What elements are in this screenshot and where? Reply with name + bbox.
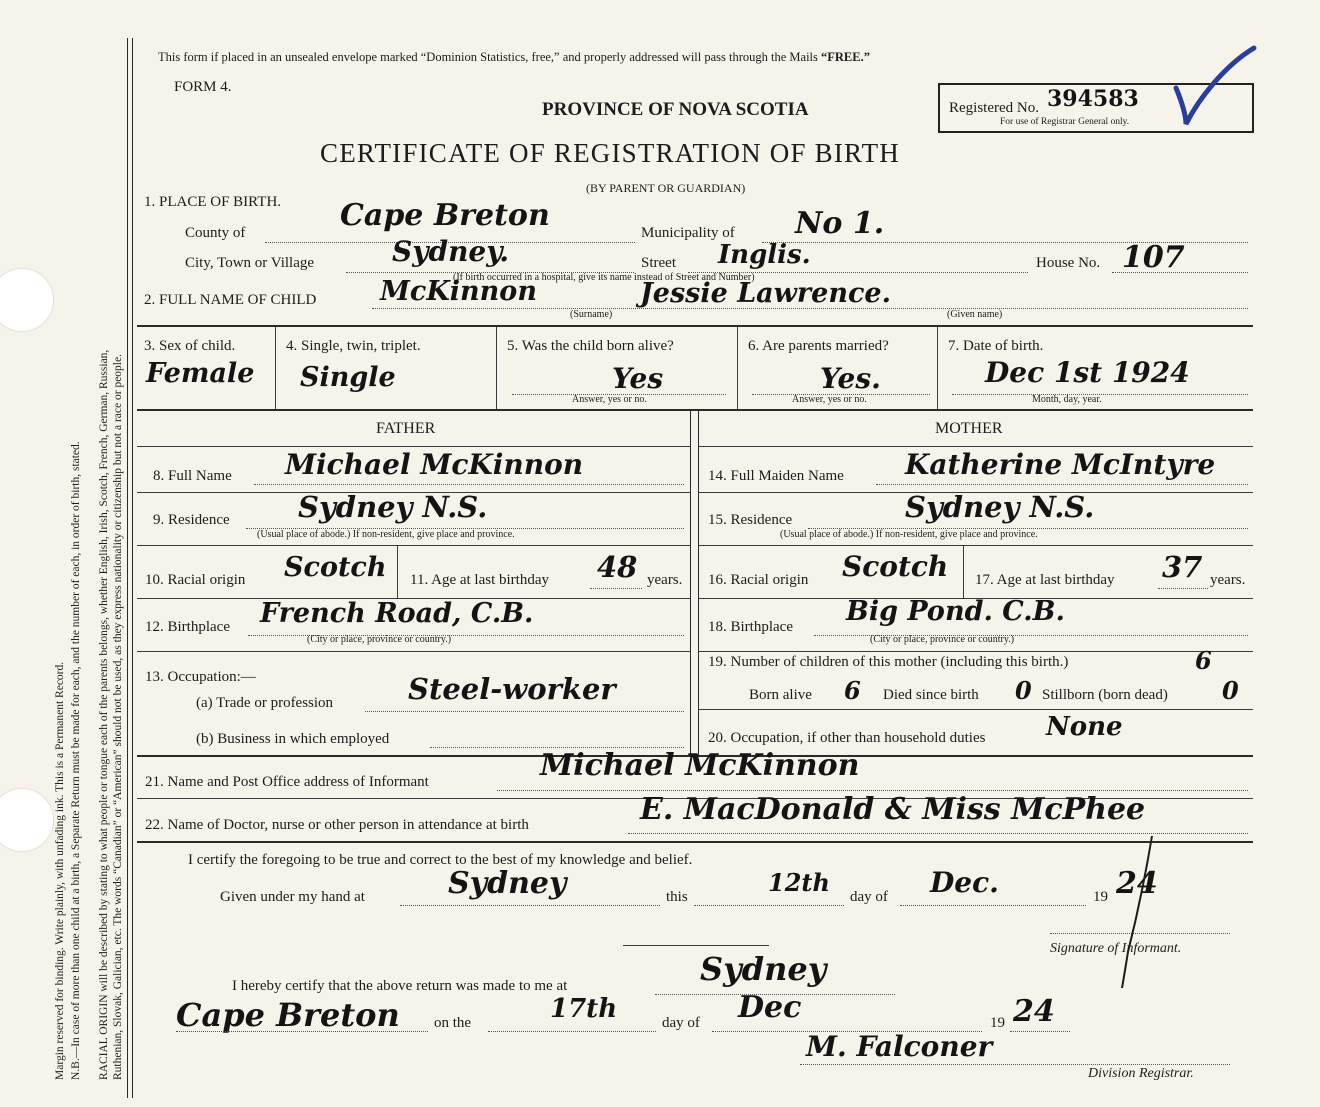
- surname-caption: (Surname): [570, 309, 613, 320]
- father-heading: FATHER: [376, 420, 436, 437]
- mother-name-field-line: [876, 484, 1248, 485]
- county-label: County of: [185, 225, 246, 241]
- father-trade-value: Steel-worker: [408, 672, 616, 706]
- registrar-signature-line: [800, 1064, 1230, 1065]
- day-of-label: day of: [850, 889, 888, 905]
- mother-stillborn-value: 0: [1222, 676, 1239, 705]
- house-value: 107: [1122, 240, 1185, 275]
- this-label: this: [666, 889, 688, 905]
- registrar-on-the-label: on the: [434, 1015, 472, 1031]
- father-occupation-label: 13. Occupation:—: [145, 669, 256, 685]
- informant-certify-text: I certify the foregoing to be true and correct to the best of my knowledge and belief.: [188, 852, 693, 868]
- doctor-value: E. MacDonald & Miss McPhee: [640, 792, 1146, 827]
- father-rule-2: [137, 545, 690, 546]
- year-prefix: 19: [1093, 889, 1108, 905]
- registrar-year-value: 24: [1013, 994, 1055, 1029]
- mother-children-value: 6: [1195, 646, 1212, 675]
- street-value: Inglis.: [718, 240, 811, 270]
- mother-age-value: 37: [1162, 550, 1203, 584]
- check-mark-icon: [1172, 44, 1258, 132]
- mother-age-label: 17. Age at last birthday: [975, 572, 1115, 588]
- mail-notice: [158, 50, 870, 65]
- mother-heading-rule: [698, 446, 1253, 447]
- mother-birthplace-value: Big Pond. C.B.: [846, 596, 1065, 627]
- mother-died-label: Died since birth: [883, 687, 979, 703]
- parents-married-label: 6. Are parents married?: [748, 338, 889, 354]
- punch-hole-bottom: [0, 788, 54, 852]
- parents-married-caption: Answer, yes or no.: [792, 394, 867, 405]
- registrar-year-field-line: [1010, 1031, 1070, 1032]
- rule-above-certify: [137, 841, 1253, 843]
- province-heading: PROVINCE OF NOVA SCOTIA: [542, 99, 809, 120]
- given-place-field-line: [400, 905, 660, 906]
- father-rule-4: [137, 651, 690, 652]
- mother-occupation-label: 20. Occupation, if other than household duties: [708, 730, 986, 746]
- registrar-signature-label: Division Registrar.: [1088, 1066, 1194, 1081]
- this-day-field-line: [694, 905, 844, 906]
- father-race-age-divider: [397, 546, 398, 598]
- mother-heading: MOTHER: [935, 420, 1003, 437]
- punch-hole-top: [0, 268, 54, 332]
- mother-name-value: Katherine McIntyre: [905, 448, 1216, 481]
- registrar-county-field-line: [176, 1031, 428, 1032]
- father-race-value: Scotch: [284, 552, 387, 583]
- municipality-value: No 1.: [795, 206, 885, 241]
- father-name-field-line: [254, 484, 684, 485]
- registered-number: 394583: [1047, 86, 1139, 112]
- municipality-label: Municipality of: [641, 225, 735, 241]
- father-residence-caption: (Usual place of abode.) If non-resident, give place and province.: [257, 529, 515, 540]
- mail-notice-text: This form if placed in an unsealed envelope marked “Dominion Statistics, free,” and properly addressed will pass through the Mails: [158, 50, 818, 64]
- mother-age-field-line: [1158, 588, 1208, 589]
- mail-notice-free: “FREE.”: [821, 50, 870, 64]
- informant-signature-stroke: [1118, 832, 1158, 992]
- informant-field-line: [497, 790, 1248, 791]
- mother-rule-5: [698, 709, 1253, 710]
- father-trade-field-line: [365, 711, 684, 712]
- registrar-day-field-line: [488, 1031, 656, 1032]
- father-name-value: Michael McKinnon: [285, 448, 584, 481]
- mother-residence-caption: (Usual place of abode.) If non-resident, give place and province.: [780, 529, 1038, 540]
- born-alive-caption: Answer, yes or no.: [572, 394, 647, 405]
- margin-note-binding: Margin reserved for binding. Write plainly, with unfading ink. This is a Permanent Record.: [54, 661, 66, 1080]
- father-trade-label: (a) Trade or profession: [196, 695, 334, 711]
- street-label: Street: [641, 255, 676, 271]
- registrar-place-value: Sydney: [700, 950, 827, 988]
- divider-4-5: [496, 327, 497, 409]
- father-name-label: 8. Full Name: [153, 468, 232, 484]
- county-value: Cape Breton: [340, 198, 550, 233]
- place-of-birth-label: 1. PLACE OF BIRTH.: [144, 194, 282, 210]
- father-residence-label: 9. Residence: [153, 512, 230, 528]
- mother-children-label: 19. Number of children of this mother (including this birth.): [708, 654, 1069, 670]
- informant-signature-label: Signature of Informant.: [1050, 941, 1182, 956]
- date-of-birth-label: 7. Date of birth.: [948, 338, 1044, 354]
- father-years-label: years.: [647, 572, 683, 588]
- parents-married-value: Yes.: [820, 362, 881, 395]
- mother-residence-value: Sydney N.S.: [905, 490, 1095, 524]
- mother-died-value: 0: [1015, 676, 1032, 705]
- month-value: Dec.: [930, 866, 999, 899]
- born-alive-value: Yes: [612, 362, 664, 395]
- house-label: House No.: [1036, 255, 1101, 271]
- divider-6-7: [937, 327, 938, 409]
- doctor-label: 22. Name of Doctor, nurse or other person in attendance at birth: [145, 817, 529, 833]
- month-field-line: [900, 905, 1086, 906]
- informant-value: Michael McKinnon: [540, 748, 860, 783]
- rule-below-name: [137, 325, 1253, 327]
- father-business-label: (b) Business in which employed: [196, 731, 390, 747]
- parents-divider-right: [698, 411, 699, 755]
- registrar-day-of-label: day of: [662, 1015, 700, 1031]
- father-birthplace-caption: (City or place, province or country.): [307, 634, 452, 645]
- hospital-note: (If birth occurred in a hospital, give its name instead of Street and Number): [453, 272, 755, 283]
- certificate-title: CERTIFICATE OF REGISTRATION OF BIRTH: [320, 138, 900, 168]
- mother-stillborn-label: Stillborn (born dead): [1042, 687, 1168, 703]
- date-of-birth-caption: Month, day, year.: [1032, 394, 1102, 405]
- father-age-field-line: [590, 588, 642, 589]
- father-birthplace-label: 12. Birthplace: [145, 619, 230, 635]
- rule-above-parents: [137, 409, 1253, 411]
- mother-residence-label: 15. Residence: [708, 512, 793, 528]
- registrar-note: For use of Registrar General only.: [1000, 117, 1130, 127]
- father-race-label: 10. Racial origin: [145, 572, 246, 588]
- given-name-caption: (Given name): [947, 309, 1003, 320]
- child-surname: McKinnon: [380, 276, 537, 307]
- father-birthplace-value: French Road, C.B.: [260, 598, 534, 629]
- given-under-hand-label: Given under my hand at: [220, 889, 365, 905]
- form-number: FORM 4.: [174, 79, 232, 95]
- registrar-county-value: Cape Breton: [176, 996, 400, 1034]
- sex-label: 3. Sex of child.: [144, 338, 236, 354]
- margin-note-racial-1: RACIAL ORIGIN will be described by stating to what people or tongue each of the parents belongs, whether English, Irish, Scotch, French, German, Russian,: [98, 349, 110, 1080]
- mother-name-label: 14. Full Maiden Name: [708, 468, 844, 484]
- child-name-label: 2. FULL NAME OF CHILD: [144, 292, 317, 308]
- child-given-name: Jessie Lawrence.: [640, 278, 891, 309]
- parents-divider-left: [690, 411, 691, 755]
- mother-race-value: Scotch: [842, 550, 949, 583]
- single-twin-label: 4. Single, twin, triplet.: [286, 338, 421, 354]
- this-day-value: 12th: [768, 868, 830, 897]
- mother-birthplace-label: 18. Birthplace: [708, 619, 793, 635]
- father-age-label: 11. Age at last birthday: [410, 572, 549, 588]
- single-twin-value: Single: [300, 362, 396, 393]
- mother-born-alive-label: Born alive: [749, 687, 812, 703]
- mother-birthplace-caption: (City or place, province or country.): [870, 634, 1015, 645]
- margin-rule-inner: [132, 38, 133, 1098]
- divider-5-6: [737, 327, 738, 409]
- certificate-subtitle: (BY PARENT OR GUARDIAN): [586, 181, 746, 195]
- mother-occupation-value: None: [1046, 712, 1123, 742]
- registrar-certify-text: I hereby certify that the above return was made to me at: [232, 978, 568, 994]
- margin-note-nb: N.B.—In case of more than one child at a birth, a Separate Return must be made for each, and the number of each, in order of birth, stated.: [70, 441, 82, 1080]
- father-heading-rule: [137, 446, 690, 447]
- father-residence-value: Sydney N.S.: [298, 490, 488, 524]
- sex-value: Female: [146, 358, 255, 389]
- date-of-birth-value: Dec 1st 1924: [985, 356, 1190, 389]
- divider-3-4: [275, 327, 276, 409]
- mother-race-label: 16. Racial origin: [708, 572, 809, 588]
- registered-label: Registered No.: [949, 100, 1039, 116]
- city-label: City, Town or Village: [185, 255, 315, 271]
- signature-line-short: [623, 945, 769, 946]
- registrar-year-prefix: 19: [990, 1015, 1005, 1031]
- registrar-month-value: Dec: [738, 990, 802, 1025]
- year-value: 24: [1116, 866, 1158, 901]
- city-value: Sydney.: [392, 235, 510, 268]
- given-place-value: Sydney: [448, 866, 567, 901]
- registrar-day-value: 17th: [550, 994, 618, 1024]
- mother-born-alive-value: 6: [844, 676, 861, 705]
- mother-rule-2: [698, 545, 1253, 546]
- margin-note-racial-2: Ruthenian, Slovak, Galician, etc. The words “Canadian” or “American” should not be used, as they express nationality or citizenship but not a race or people.: [112, 354, 124, 1080]
- registrar-signature: M. Falconer: [806, 1030, 993, 1063]
- margin-rule-outer: [127, 38, 128, 1098]
- born-alive-label: 5. Was the child born alive?: [507, 338, 674, 354]
- informant-label: 21. Name and Post Office address of Informant: [145, 774, 429, 790]
- mother-rule-4: [698, 651, 1253, 652]
- mother-race-age-divider: [963, 546, 964, 598]
- father-age-value: 48: [597, 550, 638, 584]
- mother-years-label: years.: [1210, 572, 1246, 588]
